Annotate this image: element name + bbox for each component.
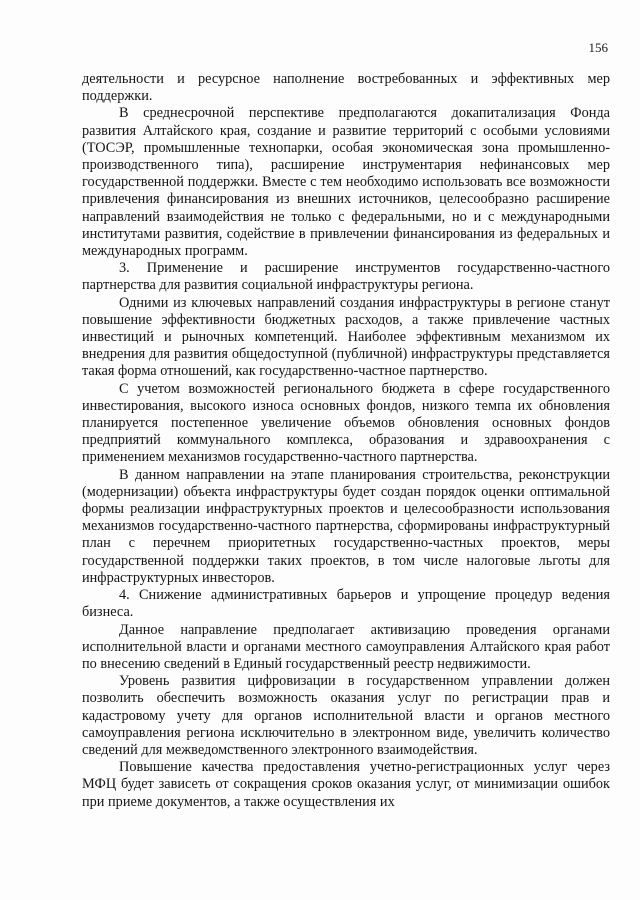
body-text <box>82 71 610 811</box>
paragraph-continuation: деятельности и ресурсное наполнение востребованных и эффективных мер поддержки. <box>82 71 610 105</box>
paragraph: В среднесрочной перспективе предполагаются докапитализация Фонда развития Алтайского края, создание и развитие территорий с особыми условиями (ТОСЭР, промышленные технопарки, особая экономическая зона промышленно-производственного типа), расширение инструментария нефинансовых мер государственной поддержки. Вместе с тем необходимо использовать все возможности привлечения финансирования из внешних источников, целесообразно расширение направлений взаимодействия не только с федеральными, но и с международными институтами развития, содействие в привлечении финансирования из федеральных и международных программ. <box>82 105 610 260</box>
page-number: 156 <box>588 40 608 55</box>
paragraph: С учетом возможностей регионального бюджета в сфере государственного инвестирования, высокого износа основных фондов, низкого темпа их обновления планируется постепенное увеличение объемов обновления основных фондов предприятий коммунального комплекса, образования и здравоохранения с применением механизмов государственно-частного партнерства. <box>82 380 610 466</box>
section-heading-3: 3. Применение и расширение инструментов государственно-частного партнерства для развития социальной инфраструктуры региона. <box>82 260 610 294</box>
section-heading-4: 4. Снижение административных барьеров и упрощение процедур ведения бизнеса. <box>82 587 610 621</box>
paragraph: В данном направлении на этапе планирования строительства, реконструкции (модернизации) объекта инфраструктуры будет создан порядок оценки оптимальной формы реализации инфраструктурных проектов и целесообразности использования механизмов государственно-частного партнерства, сформированы инфраструктурный план с перечнем приоритетных государственно-частных проектов, меры государственной поддержки таких проектов, в том числе налоговые льготы для инфраструктурных инвесторов. <box>82 466 610 586</box>
paragraph: Одними из ключевых направлений создания инфраструктуры в регионе станут повышение эффективности бюджетных расходов, а также привлечение частных инвестиций и рыночных компетенций. Наиболее эффективным механизмом их внедрения для развития общедоступной (публичной) инфраструктуры представляется такая форма отношений, как государственно-частное партнерство. <box>82 294 610 380</box>
paragraph: Данное направление предполагает активизацию проведения органами исполнительной власти и органами местного самоуправления Алтайского края работ по внесению сведений в Единый государственный реестр недвижимости. <box>82 621 610 672</box>
paragraph: Уровень развития цифровизации в государственном управлении должен позволить обеспечить возможность оказания услуг по регистрации прав и кадастровому учету для органов исполнительной власти и органов местного самоуправления региона исключительно в электронном виде, увеличить количество сведений для межведомственного электронного взаимодействия. <box>82 673 610 758</box>
paragraph: Повышение качества предоставления учетно-регистрационных услуг через МФЦ будет зависеть от сокращения сроков оказания услуг, от минимизации ошибок при приеме документов, а также осуществления их <box>82 759 610 810</box>
